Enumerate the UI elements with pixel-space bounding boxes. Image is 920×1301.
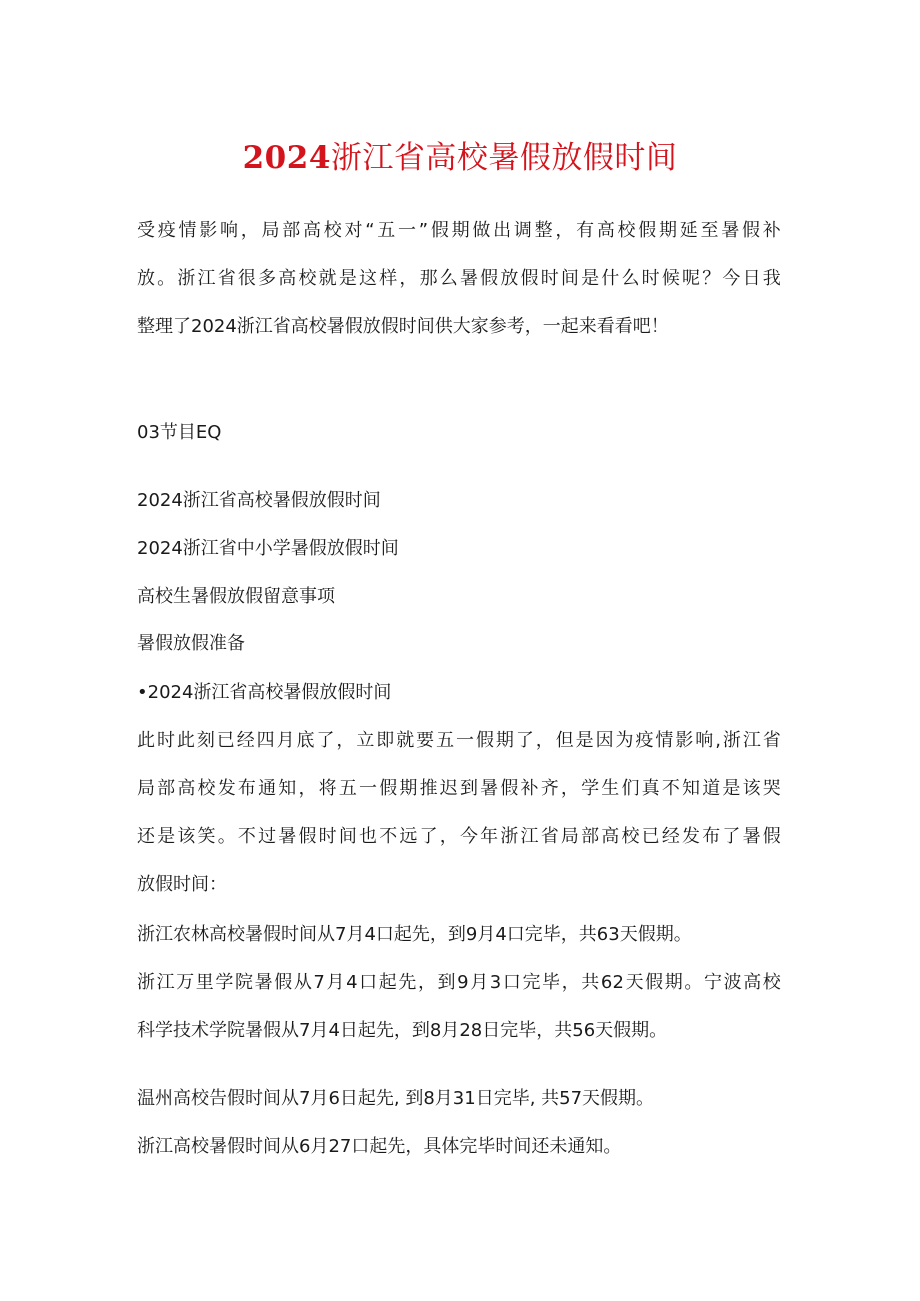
toc-item-3: 高校生暑假放假留意事项 — [137, 586, 335, 607]
section-line-3: 还是该笑。不过暑假时间也不远了，今年浙江省局部高校已经发布了暑假 — [137, 826, 781, 847]
intro-line-1: 受疫情影响，局部高校对“五一”假期做出调整，有高校假期延至暑假补 — [137, 220, 781, 241]
schedule-line-4: 温州高校告假时间从7月6日起先, 到8月31日完毕, 共57天假期。 — [137, 1088, 655, 1109]
schedule-line-2: 浙江万里学院暑假从7月4口起先，到9月3口完毕，共62天假期。宁波高校 — [137, 972, 781, 993]
section-heading: •2024浙江省高校暑假放假时间 — [137, 682, 392, 703]
schedule-line-5: 浙江高校暑假时间从6月27口起先，具体完毕时间还未通知。 — [137, 1136, 622, 1157]
title-text: 浙江省高校暑假放假时间 — [330, 140, 678, 176]
section-line-2: 局部高校发布通知，将五一假期推迟到暑假补齐，学生们真不知道是该哭 — [137, 778, 781, 799]
toc-item-2: 2024浙江省中小学暑假放假时间 — [137, 538, 399, 559]
intro-line-2: 放。浙江省很多高校就是这样，那么暑假放假时间是什么时候呢？今日我 — [137, 268, 781, 289]
toc-heading: 03节目EQ — [137, 422, 222, 443]
toc-item-4: 暑假放假准备 — [137, 633, 245, 654]
intro-line-3: 整理了2024浙江省高校暑假放假时间供大家参考，一起来看看吧！ — [137, 316, 669, 337]
document-title — [0, 138, 920, 178]
schedule-line-1: 浙江农林高校暑假时间从7月4口起先，到9月4口完毕，共63天假期。 — [137, 924, 692, 945]
schedule-line-3: 科学技术学院暑假从7月4日起先，到8月28日完毕，共56天假期。 — [137, 1020, 668, 1041]
title-year: 2024 — [242, 140, 331, 176]
section-line-1: 此时此刻已经四月底了，立即就要五一假期了，但是因为疫情影响,浙江省 — [137, 730, 781, 751]
section-line-4: 放假时间： — [137, 874, 227, 895]
toc-item-1: 2024浙江省高校暑假放假时间 — [137, 490, 381, 511]
